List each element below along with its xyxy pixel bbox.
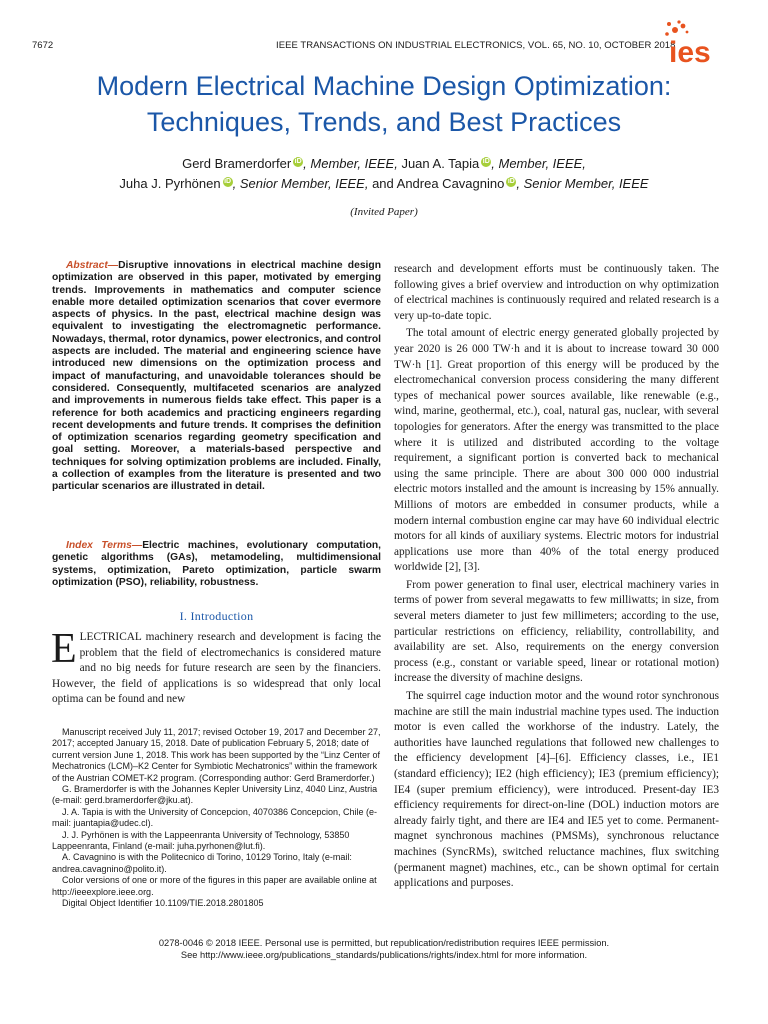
drop-cap: E: [51, 626, 77, 672]
intro-paragraph: [51, 626, 381, 708]
footnotes: [52, 727, 381, 910]
title-line-1: Modern Electrical Machine Design Optimization:: [96, 71, 672, 101]
body-right-column: [394, 262, 719, 894]
logo-text: ies: [669, 36, 711, 68]
section-heading: I. Introduction: [179, 609, 254, 623]
orcid-icon[interactable]: iD: [482, 158, 490, 165]
index-terms: [52, 540, 381, 589]
author-name: Juan A. Tapia: [397, 156, 480, 171]
body-paragraph: The squirrel cage induction motor and the wound rotor synchronous machine are still the main industrial machine types used. The induction motor is even called the workhorse of the industry. Lately, the authorities have launched regulations that followed new challenges to the efficiency development [4]–[6]. Efficiency classes, i.e., IE1 (standard efficiency); IE2 (high efficiency); IE3 (premium efficiency); IE4 (super premium efficiency), were introduced. Present-day IE3 efficiency requirements for direct-on-line (DOL) induction motors are already fairly tight, and there are IE4 and IE5 yet to come. Permanent-magnet synchronous machines (PMSMs), synchronous reluctance machines (SyncRMs), switched reluctance machines, flux switching (permanent magnet) machines, etc., can be shown optimal for certain applications and purposes.: [394, 690, 719, 890]
orcid-icon[interactable]: iD: [507, 178, 515, 185]
footnote-affiliation: G. Bramerdorfer is with the Johannes Kepler University Linz, 4040 Linz, Austria (e-mail: gerd.bramerdorfer@jku.at).: [52, 784, 378, 806]
ies-logo: [661, 20, 723, 68]
author-membership: , Member, IEEE,: [491, 156, 586, 171]
intro-text: LECTRICAL machinery research and development is facing the problem that the field of electromechanics is considered mature and no big needs for future research are seen by the financiers. However, the field of applications is so widespread that only local optima can be found and new: [52, 631, 381, 706]
abstract-label: Abstract—: [66, 260, 119, 271]
footnote-affiliation: J. J. Pyrhönen is with the Lappeenranta University of Technology, 53850 Lappeenranta, Finland (e-mail: juha.pyrhonen@lut.fi).: [52, 829, 350, 852]
page-number: 7672: [32, 40, 54, 51]
copyright-notice: [30, 937, 738, 961]
abstract-body: Disruptive innovations in electrical machine design optimization are observed in this paper, motivated by emerging trends. Improvements in mathematics and computer science enable more detailed optimization scenarios that cover evermore aspects of physics. In the past, electrical machine design was equivalent to investigating the electromagnetic performance. Nowadays, thermal, rotor dynamics, power electronics, and control aspects are included. The material and engineering science have introduced new dimensions on the optimization process and impact of manufacturing, and unavoidable tolerances should be considered. Consequently, multifaceted scenarios are analyzed and improvements in numerous fields take effect. This paper is a reference for both academics and practicing engineers regarding recent developments and future trends. It comprises the definition of optimization scenarios regarding geometry specification and goal setting. Moreover, a materials-based perspective and techniques for solving optimization problems are included. Finally, a collection of examples from the literature is presented and two particular scenarios are illustrated in detail.: [52, 260, 382, 493]
author-name: Juha J. Pyrhönen: [119, 176, 221, 191]
author-membership: , Senior Member, IEEE: [516, 176, 649, 191]
author-line-2: [30, 174, 738, 194]
index-terms-body: Electric machines, evolutionary computation, genetic algorithms (GAs), metamodeling, multidimensional systems, optimization, Pareto optimization, particle swarm optimization (PSO), reliability, robustness.: [52, 540, 382, 588]
journal-header: IEEE TRANSACTIONS ON INDUSTRIAL ELECTRONICS, VOL. 65, NO. 10, OCTOBER 2018: [276, 40, 676, 51]
body-paragraph: research and development efforts must be continuously taken. The following gives a brief overview and introduction on why optimization of electrical machines is continuously required and related research is a very up-to-date topic.: [394, 263, 719, 322]
author-membership: , Senior Member, IEEE,: [232, 176, 369, 191]
footnote-affiliation: A. Cavagnino is with the Politecnico di Torino, 10129 Torino, Italy (e-mail: andrea.cavagnino@polito.it).: [52, 852, 352, 874]
body-paragraph: From power generation to final user, electrical machinery varies in terms of power from several megawatts to few milliwatts; in size, from several meters diameter to just few millimeters; according to the use, particular restrictions on efficiency, reliability, controllability, and availability are set. Also, requirements on the energy conversion process (e.g., constant or variable speed, linear or rotational motion) increase the diversity of machine designs.: [394, 578, 719, 685]
author-name: Gerd Bramerdorfer: [182, 156, 292, 171]
footnote-affiliation: J. A. Tapia is with the University of Concepcion, 4070386 Concepcion, Chile (e-mail: juantapia@udec.cl).: [52, 806, 378, 829]
orcid-icon[interactable]: iD: [224, 178, 232, 185]
title-line-2: Techniques, Trends, and Best Practices: [146, 107, 622, 137]
author-membership: , Member, IEEE,: [303, 156, 398, 171]
copyright-line-2: See http://www.ieee.org/publications_standards/publications/rights/index.html for more information.: [180, 950, 588, 960]
paper-title: [30, 68, 738, 140]
abstract: [52, 260, 381, 494]
copyright-line-1: 0278-0046 © 2018 IEEE. Personal use is permitted, but republication/redistribution requires IEEE permission.: [158, 938, 610, 948]
footnote-doi: Digital Object Identifier 10.1109/TIE.2018.2801805: [62, 898, 264, 909]
body-paragraph: The total amount of electric energy generated globally projected by year 2020 is 26 000 TW·h and it is about to increase toward 30 000 TW·h [1]. Great proportion of this energy will be produced by the electromechanical conversion process considering the many different types of mechanical power sources available, like renewable (e.g., wind, marine, geothermal, etc.), coal, natural gas, nuclear, with several topologies for generators. After the energy was transmitted to the place where it is utilized and distributed according to the voltage requirement, a significant portion is converted back to mechanical using the same principle. There are about 300 000 000 industrial electric motors installed and the amount is increasing by 15% annually. Millions of motors are embedded in consumer products, while a modern internal combustion engine car may have 60 individual electric motors for all kinds of auxiliary systems. Electric motors for industrial applications use more than 40% of the total energy produced worldwide [2], [3].: [394, 327, 719, 574]
author-list: [30, 154, 738, 194]
invited-paper-note: (Invited Paper): [350, 206, 418, 218]
footnote-color-versions: Color versions of one or more of the figures in this paper are available online at http://ieeexplore.ieee.org.: [52, 875, 377, 897]
author-line-1: [30, 154, 738, 174]
footnote-manuscript: Manuscript received July 11, 2017; revised October 19, 2017 and December 27, 2017; accepted January 15, 2018. Date of publication February 5, 2018; date of current version June 1, 2018. This work has been supported by the “Linz Center of Mechatronics (LCM)–K2 Center for Symbiotic Mechatronics” within the framework of the Austrian COMET-K2 program. (Corresponding author: Gerd Bramerdorfer.): [52, 727, 381, 783]
author-name: and Andrea Cavagnino: [368, 176, 505, 191]
index-terms-label: Index Terms—: [66, 540, 143, 551]
orcid-icon[interactable]: iD: [294, 158, 302, 165]
